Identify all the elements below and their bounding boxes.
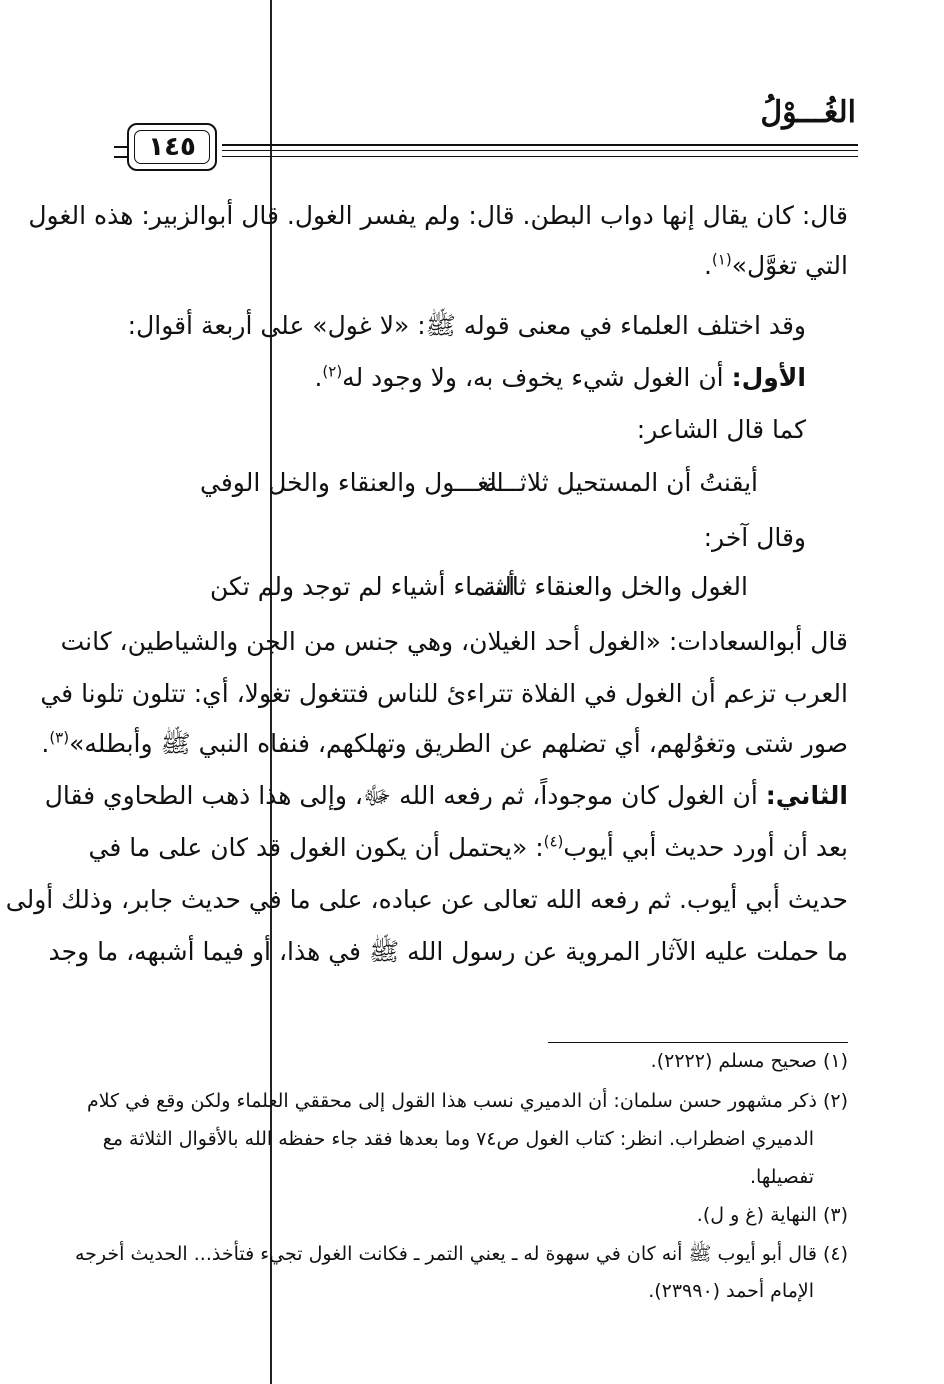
header-rule: [222, 144, 858, 146]
text-span: التي تغوَّل»: [731, 251, 848, 280]
poem-hemistich: أيقنتُ أن المستحيل ثلاثـــة: [484, 468, 758, 497]
footnote-continuation: الدميري اضطراب. انظر: كتاب الغول ص٧٤ وما بعدها فقد جاء حفظه الله بالأقوال الثلاثة مع: [102, 1128, 814, 1150]
poem-hemistich: الغول والخل والعنقاء ثالثة: [483, 572, 748, 601]
text-line: حديث أبي أيوب. ثم رفعه الله تعالى عن عباده، على ما في حديث جابر، وذلك أولى: [5, 885, 848, 914]
text-line: وقال آخر:: [703, 523, 806, 552]
text-line: كما قال الشاعر:: [636, 415, 806, 444]
text-line: [104, 362, 806, 395]
footnote: (٤) قال أبو أيوب ﷺ أنه كان في سهوة له ـ يعني التمر ـ فكانت الغول تجيء فتأخذ... الحديث أخرجه: [74, 1243, 848, 1265]
text-line: وقد اختلف العلماء في معنى قوله ﷺ: «لا غول» على أربعة أقوال:: [127, 311, 806, 340]
footnote-continuation: تفصيلها.: [750, 1166, 814, 1188]
poem-hemistich: أسماء أشياء لم توجد ولم تكن: [210, 572, 516, 601]
section-label: الثاني:: [765, 781, 848, 810]
text-line: ما حملت عليه الآثار المروية عن رسول الله ﷺ في هذا، أو فيما أشبهه، ما وجد: [48, 937, 848, 966]
text-span: بعد أن أورد حديث أبي أيوب: [563, 833, 848, 862]
header-ornament: [114, 156, 128, 158]
text-line: قال: كان يقال إنها دواب البطن. قال: ولم يفسر الغول. قال أبوالزبير: هذه الغول: [28, 201, 848, 230]
page-number: ١٤٥: [134, 130, 210, 164]
text-span: .: [703, 251, 712, 280]
footnote-separator: [548, 1042, 848, 1043]
page-number-frame: [127, 123, 217, 171]
text-span: : «يحتمل أن يكون الغول قد كان على ما في: [88, 833, 544, 862]
header-rule: [222, 150, 858, 151]
poem-hemistich: الغـــول والعنقاء والخل الوفي: [200, 468, 504, 497]
section-label: الأول:: [731, 363, 806, 392]
text-span: .: [314, 363, 323, 392]
header-ornament: [114, 146, 128, 148]
text-line: قال أبوالسعادات: «الغول أحد الغيلان، وهي جنس من الجن والشياطين، كانت: [60, 627, 848, 656]
text-line: العرب تزعم أن الغول في الفلاة تتراءئ للناس فتتغول تغولا، أي: تتلون تلونا في: [40, 679, 848, 708]
footnote: (٢) ذكر مشهور حسن سلمان: أن الدميري نسب هذا القول إلى محققي العلماء ولكن وقع في كلام: [86, 1090, 848, 1112]
footnote-ref: (٣): [49, 728, 70, 747]
text-span: أن الغول شيء يخوف به، ولا وجود له: [342, 363, 732, 392]
header-rule: [222, 156, 858, 157]
footnote: (٣) النهاية (غ و ل).: [696, 1204, 848, 1226]
running-header-title: الغُـــوْلُ: [760, 95, 856, 130]
text-line: [44, 780, 848, 813]
text-span: .: [41, 729, 50, 758]
text-line: [88, 832, 848, 865]
footnote: (١) صحيح مسلم (٢٢٢٢).: [650, 1050, 848, 1072]
text-line: [41, 728, 848, 761]
footnote-ref: (٢): [322, 362, 343, 381]
text-span: أن الغول كان موجوداً، ثم رفعه الله ﷻ، وإلى هذا ذهب الطحاوي فقال: [44, 781, 766, 810]
footnote-continuation: الإمام أحمد (٢٣٩٩٠).: [648, 1280, 814, 1302]
text-span: صور شتى وتغوُلهم، أي تضلهم عن الطريق وتهلكهم، فنفاه النبي ﷺ وأبطله»: [69, 729, 848, 758]
footnote-ref: (٤): [543, 832, 564, 851]
text-line: [104, 250, 848, 283]
footnote-ref: (١): [711, 250, 732, 269]
